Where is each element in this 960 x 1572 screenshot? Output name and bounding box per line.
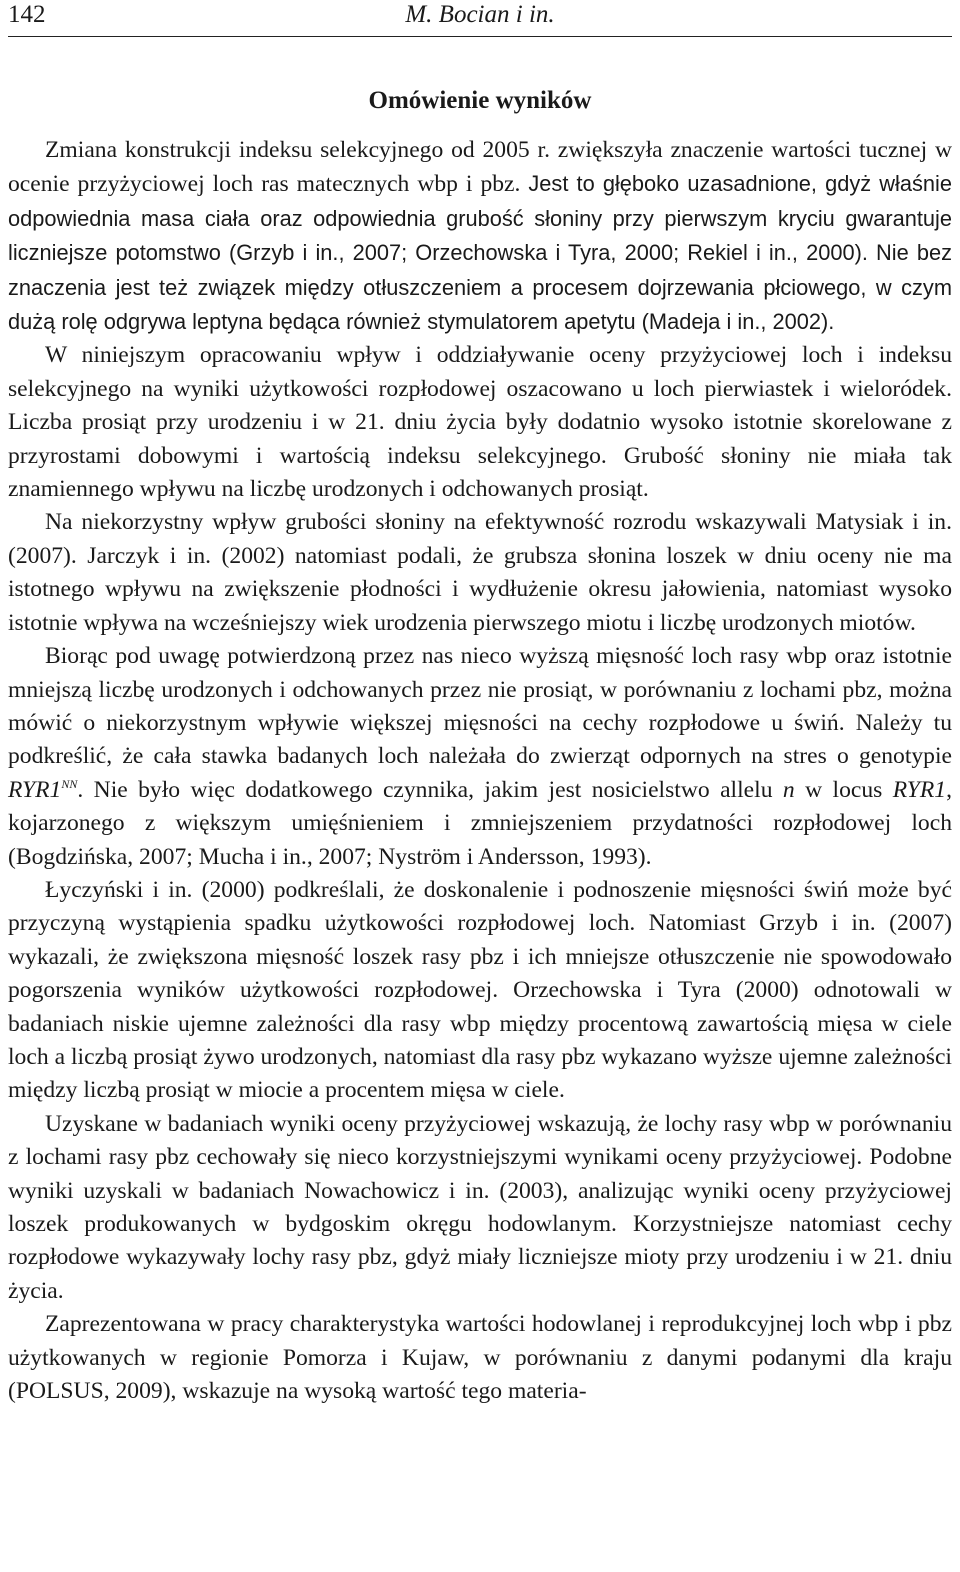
paragraph-4-text-a: Biorąc pod uwagę potwierdzoną przez nas nieco wyższą mięsność loch rasy wbp oraz istotnie mniejszą liczbę urodzonych i odchowanych przez nie prosiąt, w porównaniu z lochami pbz, można mówić o niekorzystnym wpływie większej mięsności na cechy rozpłodowe u świń. Należy tu podkreślić, że cała stawka badanych loch należała do zwierząt odpornych na stres o genotypie [8, 643, 952, 770]
article-body [8, 134, 952, 1408]
paragraph-2: W niniejszym opracowaniu wpływ i oddziaływanie oceny przyżyciowej loch i indeksu selekcyjnego na wyniki użytkowości rozpłodowej oszacowano u loch pierwiastek i wieloródek. Liczba prosiąt przy urodzeniu i w 21. dniu życia były dodatnio wysoko istotnie skorelowane z przyrostami dobowymi i wartością indeksu selekcyjnego. Grubość słoniny nie miała tak znamiennego wpływu na liczbę urodzonych i odchowanych prosiąt. [8, 342, 952, 503]
gene-symbol: RYR1 [8, 776, 62, 803]
paragraph-3: Na niekorzystny wpływ grubości słoniny na efektywność rozrodu wskazywali Matysiak i in. (2007). Jarczyk i in. (2002) natomiast podali, że grubsza słonina loszek w dniu oceny nie ma istotnego wpływu na zwiększenie płodności i wydłużenie okresu jałowienia, natomiast wysoko istotnie wpływa na wcześniejszy wiek urodzenia pierwszego miotu i liczbę urodzonych miotów. [8, 509, 952, 636]
paragraph-4-text-d: , kojarzonego z większym umięśnieniem i zmniejszeniem przydatności rozpłodowej loch (Bogdzińska, 2007; Mucha i in., 2007; Nyström i Andersson, 1993). [8, 776, 952, 870]
paragraph-4-text-c: w locus [794, 776, 893, 803]
locus-symbol: RYR1 [892, 776, 947, 803]
paragraph-4-text-b: . Nie było więc dodatkowego czynnika, jakim jest nosicielstwo allelu [77, 776, 783, 803]
paragraph-1 [8, 134, 952, 339]
genotype-superscript: NN [61, 776, 78, 791]
page-header [8, 0, 952, 37]
paragraph-4 [8, 640, 952, 874]
running-title: M. Bocian i in. [405, 1, 555, 28]
allele-symbol: n [782, 776, 795, 803]
paragraph-7: Zaprezentowana w pracy charakterystyka wartości hodowlanej i reprodukcyjnej loch wbp i pbz użytkowanych w regionie Pomorza i Kujaw, w porównaniu z danymi podanymi dla kraju (POLSUS, 2009), wskazuje na wysoką wartość tego materia- [8, 1311, 952, 1405]
page-number: 142 [8, 1, 46, 28]
section-title: Omówienie wyników [368, 86, 592, 114]
paragraph-5: Łyczyński i in. (2000) podkreślali, że doskonalenie i podnoszenie mięsności świń może być przyczyną wystąpienia spadku użytkowości rozpłodowej loch. Natomiast Grzyb i in. (2007) wykazali, że zwiększona mięsność loszek rasy pbz i ich mniejsze otłuszczenie nie spowodowało pogorszenia wyników użytkowości rozpłodowej. Orzechowska i Tyra (2000) odnotowali w badaniach niskie ujemne zależności dla rasy wbp między procentową zawartością mięsa w ciele loch a liczbą prosiąt żywo urodzonych, natomiast dla rasy pbz wykazano wyższe ujemne zależności między liczbą prosiąt w miocie a procentem mięsa w ciele. [8, 876, 952, 1104]
paragraph-6: Uzyskane w badaniach wyniki oceny przyżyciowej wskazują, że lochy rasy wbp w porównaniu z lochami rasy pbz cechowały się nieco korzystniejszymi wynikami oceny przyżyciowej. Podobne wyniki uzyskali w badaniach Nowachowicz i in. (2003), analizując wyniki oceny przyżyciowej loszek produkowanych w bydgoskim okręgu hodowlanym. Korzystniejsze natomiast cechy rozpłodowe wykazywały lochy rasy pbz, gdyż miały liczniejsze mioty przy urodzeniu i w 21. dniu życia. [8, 1110, 952, 1304]
paragraph-1-text-a: Zmiana konstrukcji indeksu selekcyjnego od 2005 r. zwiększyła znaczenie wartości tucznej w ocenie przyżyciowej loch ras matecznych wbp i pbz. [8, 137, 952, 198]
paragraph-1-text-b: Jest to głęboko uzasadnione, gdyż właśnie odpowiednia masa ciała oraz odpowiednia grubość słoniny przy pierwszym kryciu gwarantuje liczniejsze potomstwo (Grzyb i in., 2007; Orzechowska i Tyra, 2000; Rekiel i in., 2000). Nie bez znaczenia jest też związek między otłuszczeniem a procesem dojrzewania płciowego, w czym dużą rolę odgrywa leptyna będąca również stymulatorem apetytu (Madeja i in., 2002). [8, 171, 952, 335]
